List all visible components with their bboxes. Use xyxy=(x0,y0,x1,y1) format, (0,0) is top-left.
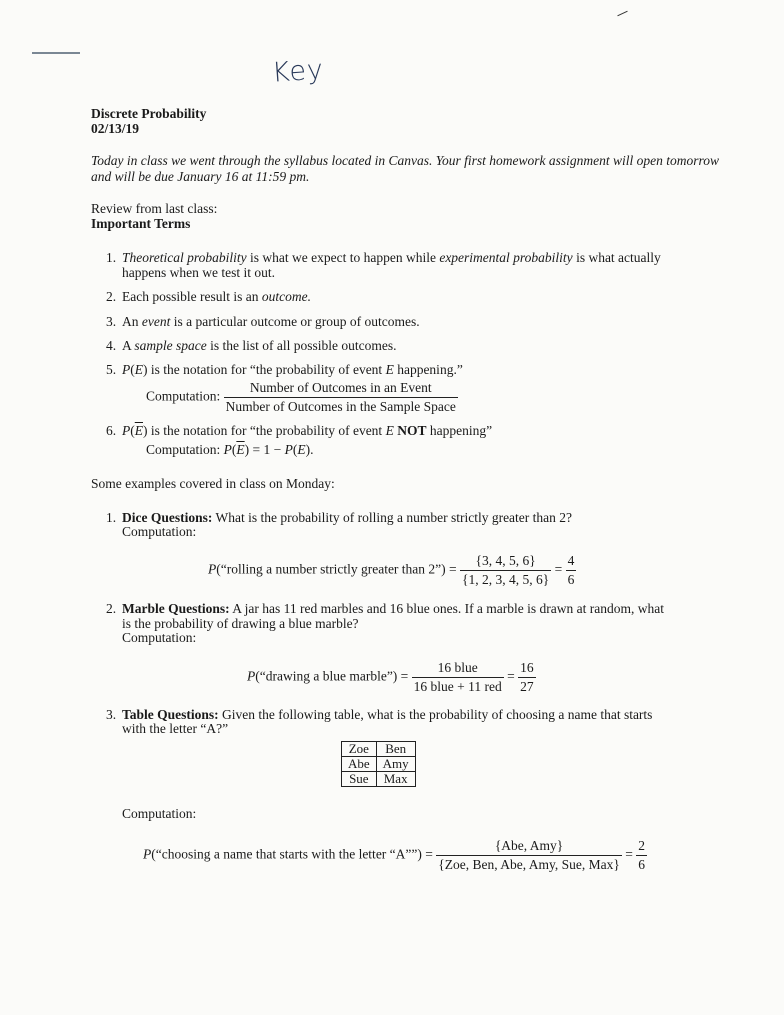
term-6-computation: Computation: $P(\overline{E}) = 1 - P(E)$. xyxy=(146,442,314,457)
example-3: 3. Table Questions: Given the following table, what is the probability of choosing a name that starts xyxy=(106,707,653,722)
example-2-equation: P(“drawing a blue marble”) = $\frac{\text{16 blue}}{\text{16 blue + 11 red}}$ = $\frac{16}{27}$ xyxy=(247,660,534,694)
term-2: 2. Each possible result is an outcome. xyxy=(106,289,311,304)
doc-title: Discrete Probability xyxy=(91,106,207,121)
handwritten-key: Key xyxy=(270,54,325,89)
example-1-fraction: $\frac{\{3, 4, 5, 6\}}{\{1, 2, 3, 4, 5, 6\}}$ xyxy=(462,553,550,587)
intro-line-2: and will be due January 16 at 11:59 pm. xyxy=(91,169,310,184)
table-row xyxy=(342,742,416,757)
term-5-fraction: $\frac{\text{Number of Outcomes in an Event}}{\text{Number of Outcomes in the Sample Space}}$ xyxy=(225,380,456,414)
term-5: 5. P(E) is the notation for “the probability of event E happening.” xyxy=(106,362,463,377)
example-2: 2. Marble Questions: A jar has 11 red marbles and 16 blue ones. If a marble is drawn at random, what xyxy=(106,601,664,616)
example-2-fraction: $\frac{\text{16 blue}}{\text{16 blue + 11 red}}$ xyxy=(413,660,502,694)
term-1-line-2: happens when we test it out. xyxy=(122,265,275,280)
names-table xyxy=(341,741,416,787)
example-2-result: $\frac{16}{27}$ xyxy=(520,660,534,694)
table-cell: Zoe xyxy=(342,742,377,757)
term-4: 4. A sample space is the list of all possible outcomes. xyxy=(106,338,397,353)
important-terms-heading: Important Terms xyxy=(91,216,191,231)
example-1-computation-label: Computation: xyxy=(122,524,197,539)
table-cell: Abe xyxy=(342,757,377,772)
table-row xyxy=(342,757,416,772)
example-2-line-2: is the probability of drawing a blue marble? xyxy=(122,616,359,631)
example-3-result: $\frac{2}{6}$ xyxy=(638,838,645,872)
table-row xyxy=(342,772,416,787)
pen-tick-mark xyxy=(617,11,627,17)
example-3-computation-label: Computation: xyxy=(122,806,197,821)
doc-date: 02/13/19 xyxy=(91,121,140,136)
examples-intro: Some examples covered in class on Monday: xyxy=(91,476,335,491)
intro-line-1: Today in class we went through the syllabus located in Canvas. Your first homework assignment will open tomorrow xyxy=(91,153,720,168)
table-cell: Ben xyxy=(376,742,415,757)
example-3-fraction: $\frac{\text{\{Abe, Amy\}}}{\text{\{Zoe, Ben, Abe, Amy, Sue, Max\}}}$ xyxy=(438,838,620,872)
example-2-computation-label: Computation: xyxy=(122,630,197,645)
review-label: Review from last class: xyxy=(91,201,218,216)
scan-mark xyxy=(32,52,80,54)
example-3-equation: P(“choosing a name that starts with the letter “A””) = $\frac{\text{\{Abe, Amy\}}}{\text{\{Zoe, Ben, Abe, Amy, Sue, Max\}}}$ = $\frac{2}{6}$ xyxy=(143,838,645,872)
example-3-line-2: with the letter “A?” xyxy=(122,721,229,736)
term-3: 3. An event is a particular outcome or group of outcomes. xyxy=(106,314,420,329)
example-1-equation: P(“rolling a number strictly greater than 2”) = $\frac{\{3, 4, 5, 6\}}{\{1, 2, 3, 4, 5, 6\}}$ = $\frac{4}{6}$ xyxy=(208,553,575,587)
table-cell: Amy xyxy=(376,757,415,772)
table-cell: Max xyxy=(376,772,415,787)
example-1: 1. Dice Questions: What is the probability of rolling a number strictly greater than 2? xyxy=(106,510,573,525)
term-1: 1. Theoretical probability is what we expect to happen while experimental probability is what actually xyxy=(106,250,661,265)
example-1-result: $\frac{4}{6}$ xyxy=(567,553,575,587)
term-5-computation: Computation: $\frac{\text{Number of Outcomes in an Event}}{\text{Number of Outcomes in the Sample Space}}$ xyxy=(146,380,456,414)
table-cell: Sue xyxy=(342,772,377,787)
term-6: 6. $P(\overline{E})$ is the notation for “the probability of event E NOT happening” xyxy=(106,423,493,438)
